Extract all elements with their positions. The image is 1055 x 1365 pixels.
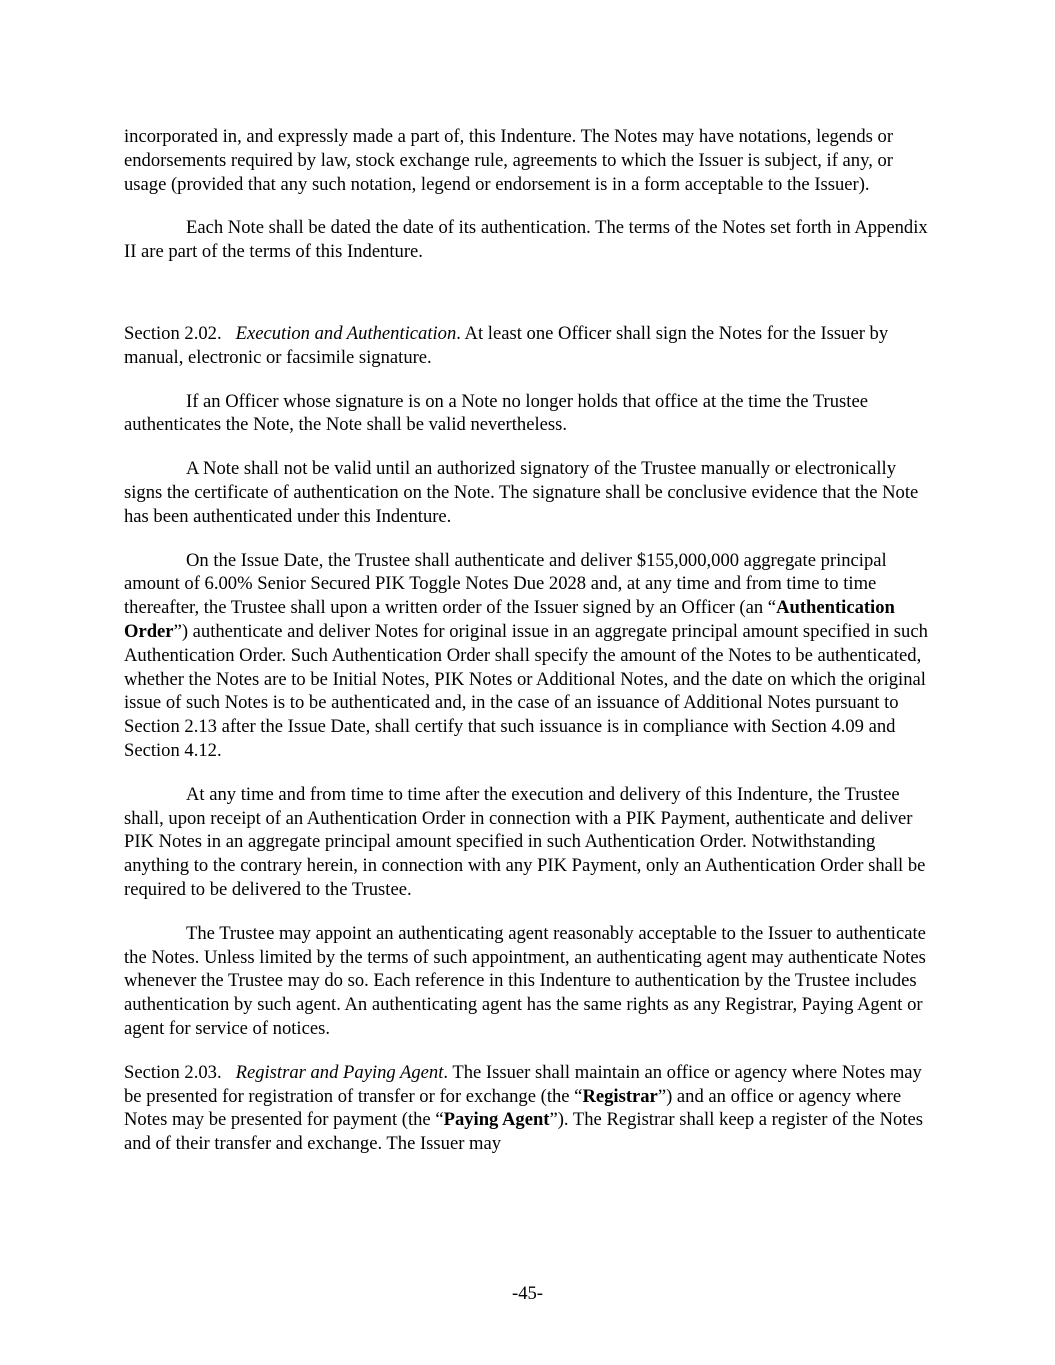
paragraph-issue-date: [124, 549, 930, 763]
paragraph-notations: incorporated in, and expressly made a part of, this Indenture. The Notes may have notations, legends or endorsements required by law, stock exchange rule, agreements to which the Issuer is subject, if any, or usage (provided that any such notation, legend or endorsement is in a form acceptable to the Issuer).: [124, 126, 894, 195]
paragraph-note-validity: A Note shall not be valid until an authorized signatory of the Trustee manually or electronically signs the certificate of authentication on the Note. The signature shall be conclusive evidence that the Note has been authenticated under this Indenture.: [124, 458, 919, 527]
paragraph-authenticating-agent: The Trustee may appoint an authenticating agent reasonably acceptable to the Issuer to authenticate the Notes. Unless limited by the terms of such appointment, an authenticating agent may authenticate Notes whenever the Trustee may do so. Each reference in this Indenture to authentication by the Trustee includes authentication by such agent. An authenticating agent has the same rights as any Registrar, Paying Agent or agent for service of notices.: [124, 922, 926, 1039]
section-2-03-text-3: ”). The Registrar shall keep a register of the Notes and of their transfer and exchange. The Issuer may: [124, 1109, 923, 1155]
section-2-03-text-1: . The Issuer shall maintain an office or agency where Notes may be presented for registration of transfer or for exchange (the “: [124, 1061, 922, 1107]
paragraph-pik-payment: At any time and from time to time after the execution and delivery of this Indenture, the Trustee shall, upon receipt of an Authentication Order in connection with a PIK Payment, authenticate and deliver PIK Notes in an aggregate principal amount specified in such Authentication Order. Notwithstanding anything to the contrary herein, in connection with any PIK Payment, only an Authentication Order shall be required to be delivered to the Trustee.: [124, 783, 926, 900]
paragraph-officer-signature: If an Officer whose signature is on a Note no longer holds that office at the time the Trustee authenticates the Note, the Note shall be valid nevertheless.: [124, 390, 868, 436]
section-2-02-number: Section 2.02.: [124, 322, 222, 344]
section-2-02-text: . At least one Officer shall sign the Notes for the Issuer by manual, electronic or facsimile signature.: [124, 322, 889, 368]
defined-term-authentication-order: Authentication Order: [124, 597, 895, 642]
paragraph-issue-date-after: ”) authenticate and deliver Notes for original issue in an aggregate principal amount specified in such Authentication Order. Such Authentication Order shall specify the amount of the Notes to be authenticated, whether the Notes are to be Initial Notes, PIK Notes or Additional Notes, and the date on which the original issue of such Notes is to be authenticated and, in the case of an issuance of Additional Notes pursuant to Section 2.13 after the Issue Date, shall certify that such issuance is in compliance with Section 4.09 and Section 4.12.: [124, 620, 928, 761]
section-2-02-title: Execution and Authentication: [235, 322, 457, 344]
section-2-03-title: Registrar and Paying Agent: [235, 1061, 444, 1083]
section-2-02-paragraph: [124, 322, 930, 370]
paragraph-note-dating: Each Note shall be dated the date of its authentication. The terms of the Notes set forth in Appendix II are part of the terms of this Indenture.: [124, 217, 928, 263]
defined-term-paying-agent: Paying Agent: [443, 1109, 550, 1131]
section-2-03-text-2: ”) and an office or agency where Notes may be presented for payment (the “: [124, 1085, 902, 1131]
paragraph-issue-date-before: On the Issue Date, the Trustee shall authenticate and deliver $155,000,000 aggregate principal amount of 6.00% Senior Secured PIK Toggle Notes Due 2028 and, at any time and from time to time thereafter, the Trustee shall upon a written order of the Issuer signed by an Officer (an “: [124, 549, 887, 619]
section-2-03-paragraph: [124, 1061, 930, 1156]
document-page: [124, 125, 930, 1176]
defined-term-registrar: Registrar: [582, 1085, 658, 1107]
page-number: -45-: [512, 1283, 543, 1304]
section-2-03-number: Section 2.03.: [124, 1061, 222, 1083]
